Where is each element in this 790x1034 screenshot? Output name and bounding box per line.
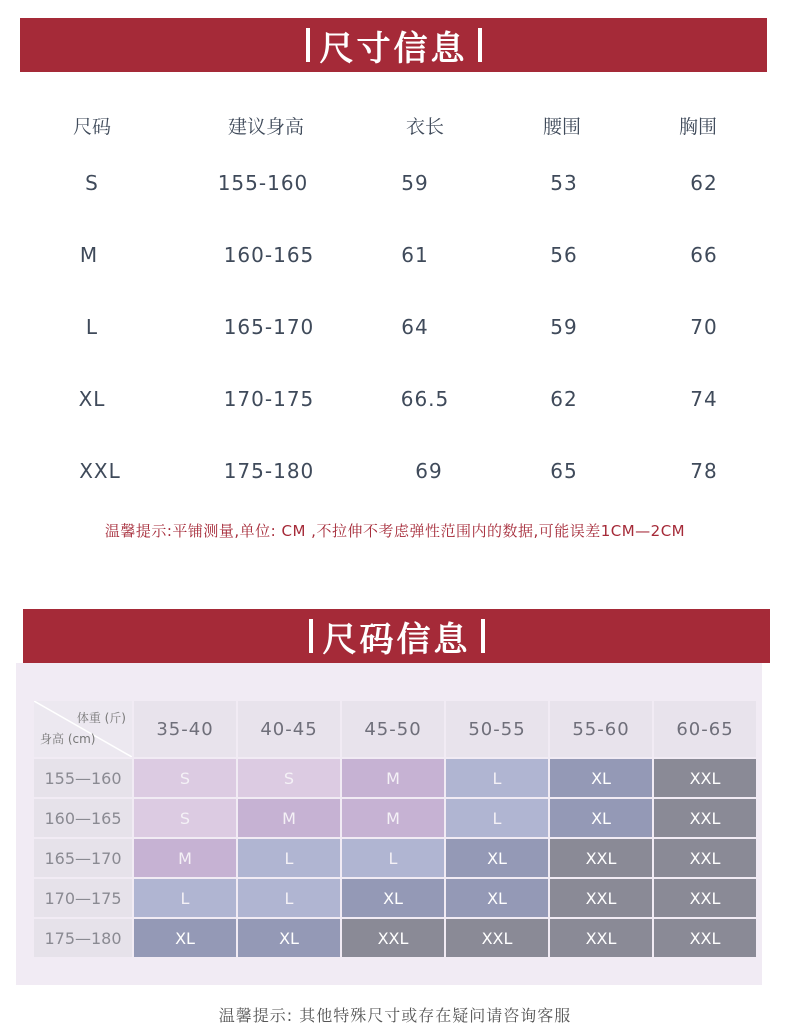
weight-header: 40-45 (238, 701, 340, 757)
size-guide-banner (23, 609, 770, 663)
size-cell: L (342, 839, 444, 877)
column-header: 尺码 (72, 116, 112, 138)
size-cell: XL (550, 799, 652, 837)
weight-header: 35-40 (134, 701, 236, 757)
table-cell: XL (78, 387, 106, 411)
table-cell: L (85, 315, 99, 339)
contact-note: 温馨提示: 其他特殊尺寸或存在疑问请咨询客服 (218, 1006, 572, 1025)
size-cell: XXL (550, 839, 652, 877)
table-cell: 70 (690, 315, 718, 339)
size-cell: M (342, 759, 444, 797)
size-chart-grid (34, 701, 756, 957)
size-cell: XXL (654, 759, 756, 797)
table-cell: 170-175 (223, 387, 315, 411)
table-cell: 66 (690, 243, 718, 267)
size-info-banner (20, 18, 767, 72)
table-cell: 59 (550, 315, 578, 339)
size-cell: S (134, 799, 236, 837)
chart-corner-header (34, 701, 132, 757)
table-cell: 78 (690, 459, 718, 483)
table-row (0, 456, 790, 486)
size-cell: M (238, 799, 340, 837)
size-cell: XXL (550, 919, 652, 957)
size-cell: XL (342, 879, 444, 917)
table-cell: 155-160 (217, 171, 309, 195)
size-guide-title: 尺码信息 (322, 619, 471, 660)
measurement-note: 温馨提示:平铺测量,单位: CM ,不拉伸不考虑弹性范围内的数据,可能误差1CM—2CM (104, 522, 686, 540)
table-cell: 74 (690, 387, 718, 411)
size-cell: S (238, 759, 340, 797)
table-cell: 165-170 (223, 315, 315, 339)
table-row (0, 240, 790, 270)
size-cell: XL (238, 919, 340, 957)
size-cell: M (342, 799, 444, 837)
table-row (0, 168, 790, 198)
table-row (0, 384, 790, 414)
size-table-header (0, 112, 790, 142)
weight-header: 50-55 (446, 701, 548, 757)
table-cell: 66.5 (400, 387, 450, 411)
height-axis-label: 身高 (cm) (40, 732, 96, 746)
height-header: 165—170 (34, 839, 132, 877)
table-cell: 62 (550, 387, 578, 411)
table-cell: 175-180 (223, 459, 315, 483)
size-cell: XL (446, 879, 548, 917)
weight-axis-label: 体重 (斤) (76, 711, 126, 725)
height-header: 175—180 (34, 919, 132, 957)
size-cell: XXL (342, 919, 444, 957)
size-cell: XL (446, 839, 548, 877)
size-cell: M (134, 839, 236, 877)
size-cell: L (238, 879, 340, 917)
size-cell: XXL (550, 879, 652, 917)
size-cell: L (238, 839, 340, 877)
size-cell: XL (134, 919, 236, 957)
table-cell: 56 (550, 243, 578, 267)
column-header: 衣长 (405, 116, 445, 138)
banner-bar-right (481, 619, 485, 653)
table-cell: XXL (79, 459, 121, 483)
size-info-title: 尺寸信息 (319, 28, 468, 69)
table-cell: 61 (401, 243, 429, 267)
size-cell: L (446, 759, 548, 797)
size-cell: L (134, 879, 236, 917)
weight-header: 45-50 (342, 701, 444, 757)
size-cell: L (446, 799, 548, 837)
size-cell: S (134, 759, 236, 797)
table-cell: 62 (690, 171, 718, 195)
column-header: 胸围 (678, 116, 718, 138)
size-cell: XXL (654, 919, 756, 957)
banner-bar-left (309, 619, 313, 653)
table-cell: 160-165 (223, 243, 315, 267)
height-header: 155—160 (34, 759, 132, 797)
table-cell: 53 (550, 171, 578, 195)
size-cell: XL (550, 759, 652, 797)
table-cell: 69 (415, 459, 443, 483)
height-header: 160—165 (34, 799, 132, 837)
size-cell: XXL (654, 879, 756, 917)
table-cell: 59 (401, 171, 429, 195)
banner-bar-left (306, 28, 310, 62)
height-header: 170—175 (34, 879, 132, 917)
column-header: 建议身高 (227, 116, 305, 138)
table-cell: 65 (550, 459, 578, 483)
size-cell: XXL (446, 919, 548, 957)
table-row (0, 312, 790, 342)
weight-header: 60-65 (654, 701, 756, 757)
size-cell: XXL (654, 799, 756, 837)
size-cell: XXL (654, 839, 756, 877)
banner-bar-right (478, 28, 482, 62)
weight-header: 55-60 (550, 701, 652, 757)
table-cell: S (85, 171, 99, 195)
table-cell: 64 (401, 315, 429, 339)
column-header: 腰围 (542, 116, 582, 138)
table-cell: M (79, 243, 99, 267)
